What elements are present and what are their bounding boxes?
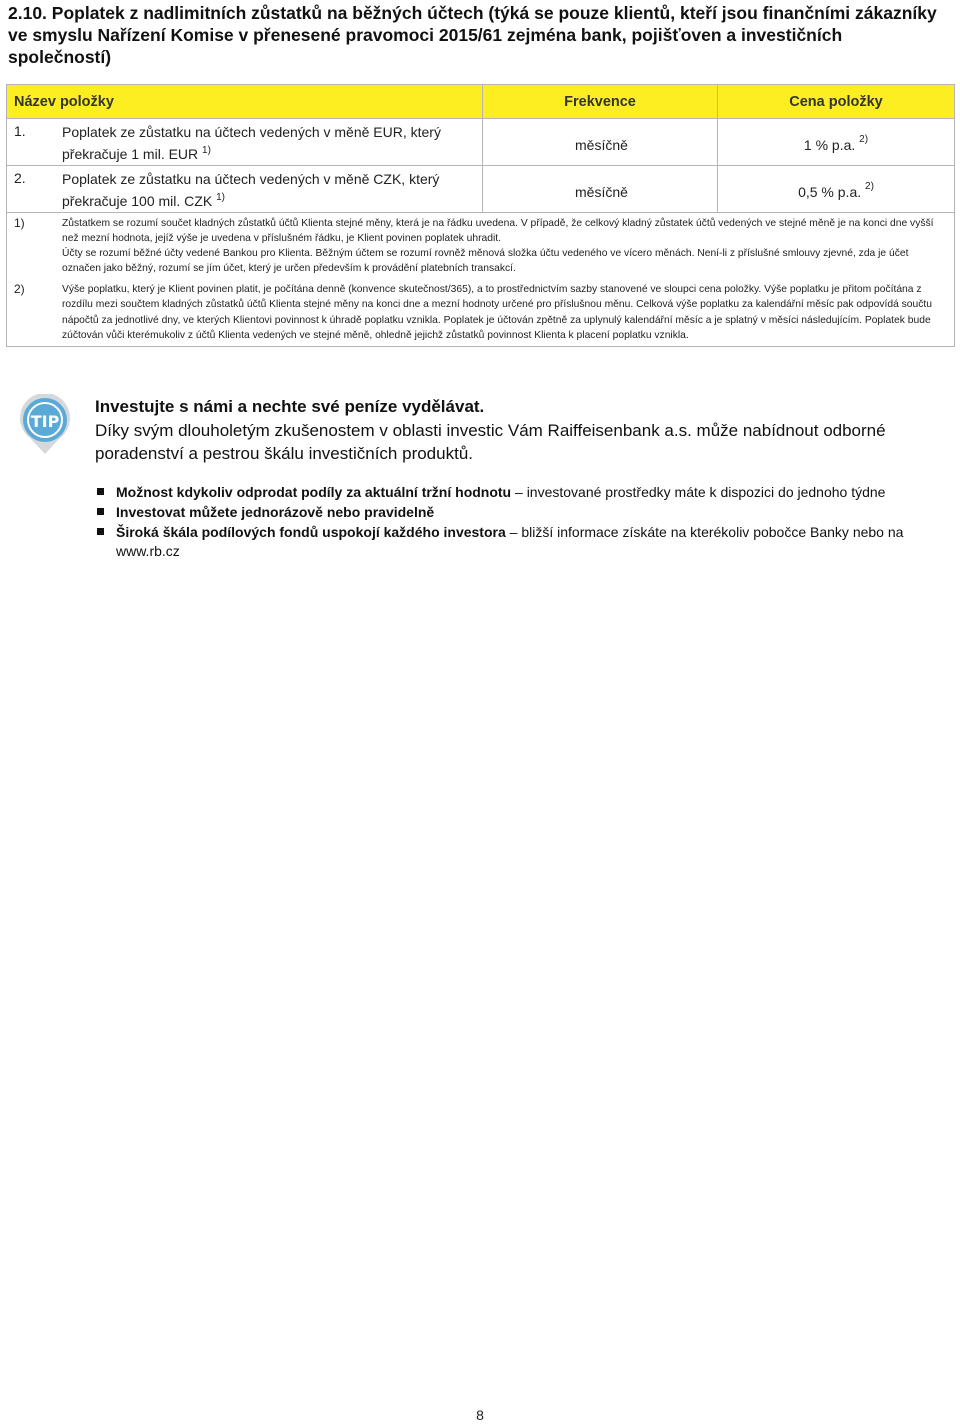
item-text: Poplatek ze zůstatku na účtech vedených v měně CZK, který překračuje 100 mil. CZK <box>62 171 440 209</box>
notes-cell <box>7 213 955 347</box>
item-cell <box>7 119 483 166</box>
tip-body: Díky svým dlouholetým zkušenostem v oblasti investic Vám Raiffeisenbank a.s. může nabídnout odborné poradenství a pestrou škálu investičních produktů. <box>95 420 886 463</box>
item-text: Poplatek ze zůstatku na účtech vedených v měně EUR, který překračuje 1 mil. EUR <box>62 124 441 162</box>
list-item <box>96 483 916 503</box>
item-number: 2. <box>14 170 26 186</box>
price-cell <box>718 166 955 213</box>
tip-icon <box>16 394 74 456</box>
tip-bullet-list <box>96 483 916 562</box>
fee-table <box>6 84 955 347</box>
tip-lead: Investujte s námi a nechte své peníze vydělávat. <box>95 397 485 416</box>
frequency-cell: měsíčně <box>483 119 718 166</box>
note-ref: 1) <box>202 145 211 156</box>
footnote-text-2: Účty se rozumí běžné účty vedené Bankou pro Klienta. Běžným účtem se rozumí rovněž měnová složka účtu vedeného ve vícero měnách. Není-li z příslušné smlouvy zjevné, zda je účet označen jako běžný, rozumí se jím účet, který je určen především k provádění platebních transakcí. <box>62 248 909 275</box>
item-number: 1. <box>14 123 26 139</box>
footnote-2 <box>14 282 948 342</box>
bullet-rest: – investované prostředky máte k dispozici do jednoho týdne <box>511 484 886 500</box>
price-value: 1 % p.a. <box>803 137 856 153</box>
bullet-bold: Investovat můžete jednorázově nebo pravidelně <box>116 503 435 520</box>
item-cell <box>7 166 483 213</box>
footnote-mark: 2) <box>14 282 25 297</box>
footnote-text: Výše poplatku, který je Klient povinen platit, je počítána denně (konvence skutečnost/365), a to prostřednictvím sazby stanovené ve sloupci cena položky. Výše poplatku je přitom počítána z rozdílu mezi součtem kladných zůstatků účtů Klienta stejné měny na konci dne a mezní hodnoty určené pro příslušnou měnu. Celková výše poplatku za kalendářní měsíc pak odpovídá součtu nápočtů za jednotlivé dny, ve kterých Klientovi povinnost k úhradě poplatku vznikla. Poplatek je účtován zpětně za uplynulý kalendářní měsíc a je splatný v měsíci následujícím. Poplatek bude zúčtován vůči kterémukoliv z účtů Klienta vedených ve stejné měně, ohledně jejichž zůstatků povinnost Klienta k placení poplatku vznikla. <box>62 284 932 341</box>
price-value: 0,5 % p.a. <box>798 184 862 200</box>
note-ref: 1) <box>216 192 225 203</box>
bullet-bold: Možnost kdykoliv odprodat podíly za aktuální tržní hodnotu <box>116 484 512 500</box>
section-heading: 2.10. Poplatek z nadlimitních zůstatků na běžných účtech (týká se pouze klientů, kteří jsou finančními zákazníky ve smyslu Nařízení Komise v přenesené pravomoci 2015/61 zejména bank, pojišťoven a investičních společností) <box>8 3 937 67</box>
bullet-rest: – bližší informace získáte na kterékoliv pobočce Banky nebo na www.rb.cz <box>116 523 904 560</box>
footnote-mark: 1) <box>14 216 25 230</box>
tip-icon-label: TIP <box>30 412 60 431</box>
table-row <box>7 119 955 166</box>
header-price: Cena položky <box>718 85 955 119</box>
price-note-ref: 2) <box>865 181 874 192</box>
footnote-1 <box>14 216 948 276</box>
bullet-bold: Široká škála podílových fondů uspokojí každého investora <box>116 523 506 540</box>
notes-row <box>7 213 955 347</box>
price-note-ref: 2) <box>859 134 869 145</box>
tip-box <box>95 395 935 466</box>
page-number: 8 <box>476 1407 484 1423</box>
frequency-cell: měsíčně <box>483 166 718 213</box>
price-cell <box>718 119 955 166</box>
list-item <box>96 503 916 523</box>
header-item-name: Název položky <box>7 85 483 119</box>
list-item <box>96 523 916 563</box>
table-row <box>7 166 955 213</box>
header-frequency: Frekvence <box>483 85 718 119</box>
footnote-text: Zůstatkem se rozumí součet kladných zůstatků účtů Klienta stejné měny, která je na řádku uvedena. V případě, že celkový kladný zůstatek účtů vedených ve stejné měně je na konci dne vyšší než mezní hodnota, jejíž výše je uvedena v příslušném řádku, je Klient povinen poplatek uhradit. <box>62 218 934 245</box>
table-header-row <box>7 85 955 119</box>
